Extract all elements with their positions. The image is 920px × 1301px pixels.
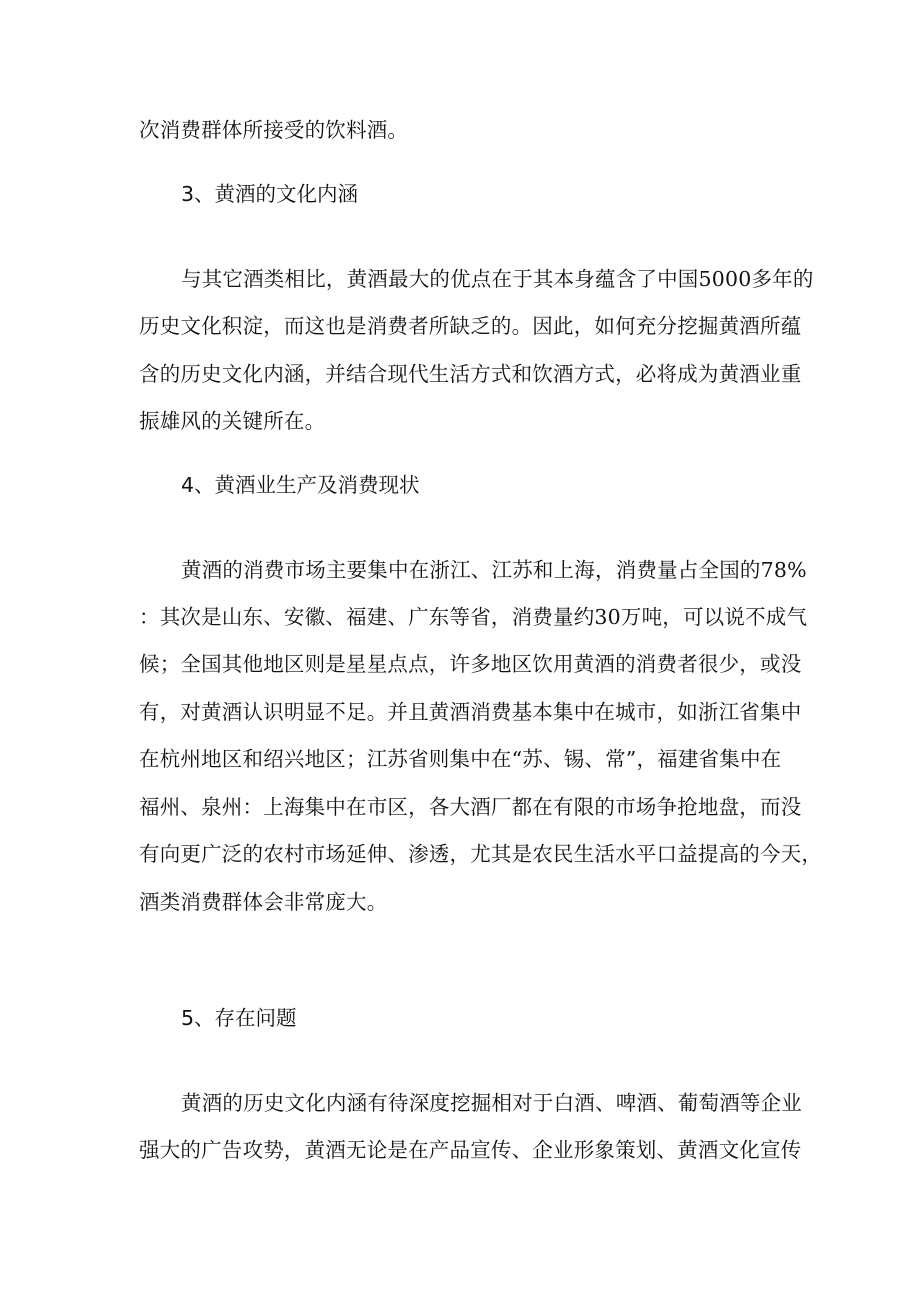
paragraph-line: ：其次是山东、安徽、福建、广东等省，消费量约30万吨，可以说不成气 — [139, 605, 808, 629]
paragraph-line: 黄酒的历史文化内涵有待深度挖掘相对于白酒、啤酒、葡萄酒等企业 — [181, 1091, 802, 1115]
paragraph-line: 黄酒的消费市场主要集中在浙江、江苏和上海，消费量占全国的78% — [181, 558, 807, 582]
paragraph-line: 含的历史文化内涵，并结合现代生活方式和饮酒方式，必将成为黄酒业重 — [139, 362, 802, 386]
paragraph-line: 有向更广泛的农村市场延伸、渗透，尤其是农民生活水平口益提高的今天， — [139, 842, 823, 866]
paragraph-line: 在杭州地区和绍兴地区；江苏省则集中在“苏、锡、常”，福建省集中在 — [139, 747, 782, 771]
paragraph-line: 候；全国其他地区则是星星点点，许多地区饮用黄酒的消费者很少，或没 — [139, 652, 802, 676]
paragraph-continuation: 次消费群体所接受的饮料酒。 — [139, 118, 409, 142]
paragraph-line: 福州、泉州：上海集中在市区，各大酒厂都在有限的市场争抢地盘，而没 — [139, 795, 802, 819]
section-heading-3: 3、黄酒的文化内涵 — [181, 182, 359, 206]
section-heading-5: 5、存在问题 — [181, 1006, 297, 1030]
paragraph-line: 酒类消费群体会非常庞大。 — [139, 890, 388, 914]
paragraph-line: 与其它酒类相比，黄酒最大的优点在于其本身蕴含了中国5000多年的 — [181, 267, 814, 291]
paragraph-line: 有，对黄酒认识明显不足。并且黄酒消费基本集中在城市，如浙江省集中 — [139, 700, 802, 724]
section-heading-4: 4、黄酒业生产及消费现状 — [181, 473, 420, 497]
paragraph-line: 强大的广告攻势，黄酒无论是在产品宣传、企业形象策划、黄酒文化宣传 — [139, 1138, 802, 1162]
paragraph-line: 振雄风的关键所在。 — [139, 409, 326, 433]
paragraph-line: 历史文化积淀，而这也是消费者所缺乏的。因此，如何充分挖掘黄酒所蕴 — [139, 314, 802, 338]
